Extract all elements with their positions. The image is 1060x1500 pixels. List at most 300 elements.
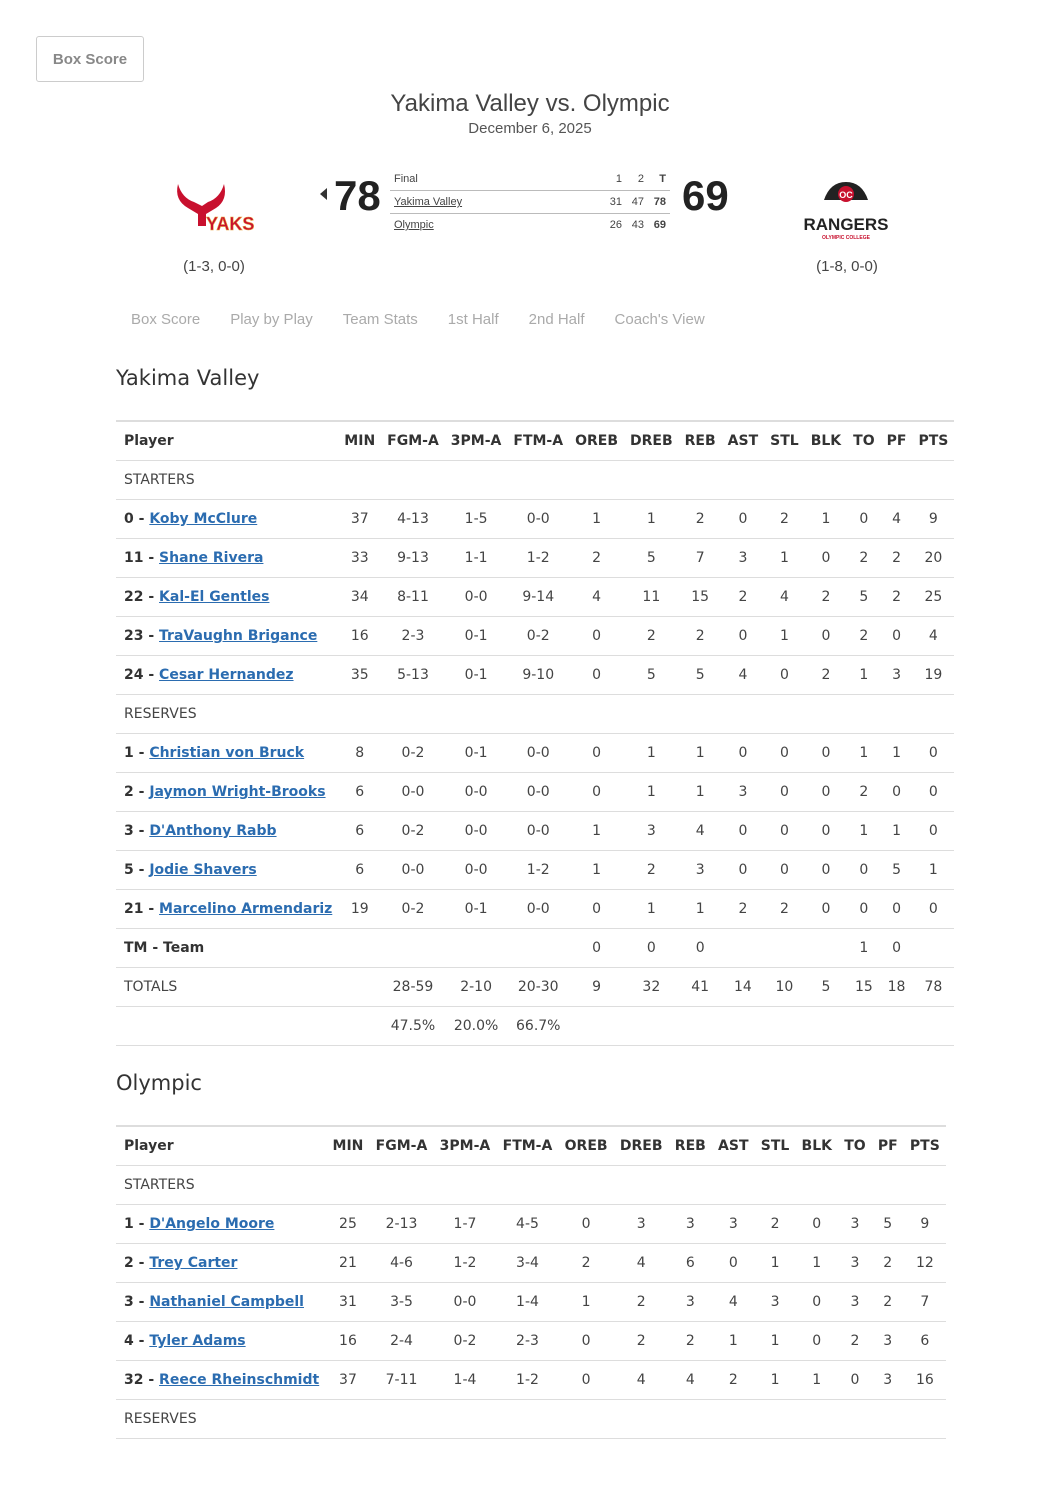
column-header[interactable]: Player <box>116 1126 326 1166</box>
percentage-cell <box>338 1007 381 1046</box>
stat-cell: 7 <box>904 1283 946 1322</box>
stat-cell: 20 <box>912 539 954 578</box>
stat-cell: 0 <box>838 1361 872 1400</box>
stat-cell: 0 <box>559 1205 614 1244</box>
tab-1st-half[interactable]: 1st Half <box>447 311 499 328</box>
stat-cell: 0 <box>764 773 805 812</box>
column-header[interactable]: MIN <box>338 421 381 461</box>
stat-cell: 0 <box>912 812 954 851</box>
stat-cell: 1 <box>712 1322 755 1361</box>
box-score-button[interactable]: Box Score <box>36 36 144 82</box>
stat-cell: 3 <box>872 1322 904 1361</box>
player-link[interactable]: Reece Rheinschmidt <box>159 1372 320 1388</box>
stat-cell: 1 <box>912 851 954 890</box>
box-score-table-olympic <box>116 1125 946 1439</box>
stat-cell: 9-14 <box>507 578 569 617</box>
stat-cell: 0 <box>764 734 805 773</box>
rangers-logo-text: RANGERS <box>803 215 889 234</box>
percentage-cell <box>624 1007 679 1046</box>
stat-cell: 1 <box>755 1361 796 1400</box>
team-row-label: TM - Team <box>116 929 338 968</box>
stat-cell: 0-0 <box>507 734 569 773</box>
winner-arrow-icon <box>320 188 327 200</box>
stat-cell: 1 <box>764 617 805 656</box>
player-number: 11 <box>124 550 144 566</box>
player-link[interactable]: Trey Carter <box>149 1255 238 1271</box>
player-link[interactable]: Nathaniel Campbell <box>149 1294 304 1310</box>
stat-cell: 25 <box>326 1205 369 1244</box>
team-heading-yakima-valley: Yakima Valley <box>116 366 260 390</box>
column-header[interactable]: FGM-A <box>381 421 445 461</box>
total-cell: 2-10 <box>445 968 508 1007</box>
column-header[interactable]: STL <box>755 1126 796 1166</box>
linescore-cell: 26 <box>604 214 626 237</box>
column-header[interactable]: Player <box>116 421 338 461</box>
stat-cell: 2 <box>764 890 805 929</box>
column-header[interactable]: REB <box>669 1126 712 1166</box>
stat-cell: 1 <box>881 812 913 851</box>
stat-cell <box>912 929 954 968</box>
stat-cell: 0-2 <box>381 734 445 773</box>
tab-box-score[interactable]: Box Score <box>131 311 201 328</box>
stat-cell: 1 <box>624 734 679 773</box>
stat-cell: 3 <box>712 1205 755 1244</box>
stat-cell: 5 <box>679 656 722 695</box>
linescore-cell: 43 <box>626 214 648 237</box>
player-number: 23 <box>124 628 144 644</box>
stat-cell: 0 <box>569 890 624 929</box>
player-link[interactable]: TraVaughn Brigance <box>159 628 318 644</box>
stat-cell: 2 <box>805 578 847 617</box>
stat-cell: 5 <box>624 656 679 695</box>
stat-cell: 3 <box>722 773 764 812</box>
column-header[interactable]: AST <box>712 1126 755 1166</box>
stat-cell: 6 <box>338 812 381 851</box>
stat-cell: 0 <box>805 851 847 890</box>
stat-cell: 4 <box>712 1283 755 1322</box>
stat-cell: 3 <box>722 539 764 578</box>
column-header[interactable]: STL <box>764 421 805 461</box>
stat-cell: 8 <box>338 734 381 773</box>
stat-cell: 1 <box>569 812 624 851</box>
column-header[interactable]: MIN <box>326 1126 369 1166</box>
player-cell: 22 - Kal-El Gentles <box>116 578 338 617</box>
player-cell: 24 - Cesar Hernandez <box>116 656 338 695</box>
stat-cell: 2 <box>679 617 722 656</box>
table-row <box>116 617 954 656</box>
stat-cell: 1-4 <box>434 1361 497 1400</box>
stat-cell: 2 <box>569 539 624 578</box>
percentage-cell <box>764 1007 805 1046</box>
stat-cell: 1 <box>764 539 805 578</box>
section-label: STARTERS <box>116 461 954 500</box>
stat-cell: 0-0 <box>445 773 508 812</box>
stat-cell: 2 <box>712 1361 755 1400</box>
table-row <box>116 1205 946 1244</box>
total-cell: 14 <box>722 968 764 1007</box>
stat-cell: 2 <box>722 890 764 929</box>
player-link[interactable]: Kal-El Gentles <box>159 589 270 605</box>
table-row <box>116 851 954 890</box>
stat-cell: 0 <box>712 1244 755 1283</box>
column-header[interactable]: 3PM-A <box>434 1126 497 1166</box>
stat-cell: 4 <box>881 500 913 539</box>
stat-cell: 0 <box>679 929 722 968</box>
stat-cell: 11 <box>624 578 679 617</box>
percentages-row <box>116 1007 954 1046</box>
total-cell: 10 <box>764 968 805 1007</box>
rangers-logo-sub: OLYMPIC COLLEGE <box>822 235 870 241</box>
stat-cell: 1-2 <box>507 851 569 890</box>
stat-cell: 1-5 <box>445 500 508 539</box>
table-header-row <box>116 421 954 461</box>
percentage-cell: 20.0% <box>445 1007 508 1046</box>
period-2-label: 2 <box>637 173 644 185</box>
player-link[interactable]: Jodie Shavers <box>149 862 257 878</box>
stat-cell: 33 <box>338 539 381 578</box>
column-header[interactable]: FTM-A <box>496 1126 558 1166</box>
home-record: (1-3, 0-0) <box>183 258 245 275</box>
tab-play-by-play[interactable]: Play by Play <box>230 311 313 328</box>
player-cell: 1 - Christian von Bruck <box>116 734 338 773</box>
linescore-cell: 47 <box>626 191 648 214</box>
home-score: 78 <box>334 172 381 219</box>
stat-cell: 12 <box>904 1244 946 1283</box>
player-number: 24 <box>124 667 144 683</box>
tab-2nd-half[interactable]: 2nd Half <box>528 311 585 328</box>
game-title: Yakima Valley vs. Olympic <box>390 90 670 117</box>
stat-cell: 8-11 <box>381 578 445 617</box>
stat-cell: 7 <box>679 539 722 578</box>
stat-cell <box>507 929 569 968</box>
stat-cell: 1 <box>847 929 880 968</box>
stat-cell: 0 <box>569 929 624 968</box>
stat-cell: 1-7 <box>434 1205 497 1244</box>
stat-cell: 19 <box>912 656 954 695</box>
stat-cell: 2 <box>679 500 722 539</box>
section-label: STARTERS <box>116 1166 946 1205</box>
player-link[interactable]: Jaymon Wright-Brooks <box>149 784 326 800</box>
stat-cell: 0 <box>847 851 880 890</box>
stat-cell: 5 <box>872 1205 904 1244</box>
linescore-table <box>390 168 670 236</box>
player-number: 1 <box>124 1216 134 1232</box>
stat-cell: 5 <box>881 851 913 890</box>
stat-cell: 0-1 <box>445 890 508 929</box>
stat-cell: 4-5 <box>496 1205 558 1244</box>
stat-cell: 1 <box>679 734 722 773</box>
stat-cell: 0 <box>722 734 764 773</box>
column-header[interactable]: BLK <box>805 421 847 461</box>
stat-cell: 0 <box>569 734 624 773</box>
column-header[interactable]: PF <box>872 1126 904 1166</box>
stat-cell: 1 <box>847 656 880 695</box>
stat-cell: 4 <box>669 1361 712 1400</box>
stat-cell: 0-0 <box>507 500 569 539</box>
player-link[interactable]: D'Angelo Moore <box>149 1216 275 1232</box>
stat-cell: 31 <box>326 1283 369 1322</box>
totals-row <box>116 968 954 1007</box>
stat-cell: 2 <box>559 1244 614 1283</box>
stat-cell: 0 <box>722 812 764 851</box>
column-header[interactable]: TO <box>847 421 880 461</box>
column-header[interactable]: OREB <box>559 1126 614 1166</box>
tab-team-stats[interactable]: Team Stats <box>342 311 418 328</box>
stat-cell: 0-1 <box>445 656 508 695</box>
player-number: 3 <box>124 1294 134 1310</box>
stat-cell: 2 <box>614 1322 669 1361</box>
stat-cell <box>805 929 847 968</box>
stat-cell: 1 <box>679 890 722 929</box>
stat-cell: 19 <box>338 890 381 929</box>
stat-cell: 0-1 <box>445 734 508 773</box>
stat-cell: 2 <box>764 500 805 539</box>
stat-cell: 0 <box>764 656 805 695</box>
table-row <box>116 578 954 617</box>
stat-cell: 1 <box>847 734 880 773</box>
stat-cell: 0 <box>795 1322 838 1361</box>
period-1-label: 1 <box>615 173 622 185</box>
stat-cell: 2-3 <box>496 1322 558 1361</box>
stat-cell: 5 <box>624 539 679 578</box>
stat-cell: 0-0 <box>445 851 508 890</box>
stat-cell: 0 <box>912 773 954 812</box>
player-number: 2 <box>124 784 134 800</box>
stat-cell <box>764 929 805 968</box>
stat-cell: 0 <box>805 734 847 773</box>
table-row <box>116 656 954 695</box>
stat-cell: 2-4 <box>370 1322 434 1361</box>
stat-cell: 0-2 <box>507 617 569 656</box>
stat-cell: 35 <box>338 656 381 695</box>
stat-cell: 4 <box>764 578 805 617</box>
stat-cell: 2 <box>838 1322 872 1361</box>
starters-section-row <box>116 461 954 500</box>
stat-cell: 0-0 <box>445 578 508 617</box>
player-number: 32 <box>124 1372 144 1388</box>
away-record: (1-8, 0-0) <box>816 258 878 275</box>
player-link[interactable]: Christian von Bruck <box>149 745 305 761</box>
stat-cell: 0 <box>722 500 764 539</box>
total-cell: 41 <box>679 968 722 1007</box>
stat-cell: 4 <box>614 1361 669 1400</box>
table-row <box>116 1361 946 1400</box>
stat-cell: 37 <box>338 500 381 539</box>
stat-cell: 0 <box>805 617 847 656</box>
stat-cell: 37 <box>326 1361 369 1400</box>
stat-cell: 4 <box>614 1244 669 1283</box>
stat-cell: 2-13 <box>370 1205 434 1244</box>
stat-cell: 0 <box>764 812 805 851</box>
stat-cell: 1 <box>624 500 679 539</box>
box-score-table-yakima-valley <box>116 420 954 1046</box>
player-cell: 1 - D'Angelo Moore <box>116 1205 326 1244</box>
column-header[interactable]: FTM-A <box>507 421 569 461</box>
column-header[interactable]: PTS <box>904 1126 946 1166</box>
column-header[interactable]: FGM-A <box>370 1126 434 1166</box>
stat-cell: 0 <box>881 617 913 656</box>
stat-cell: 0 <box>805 812 847 851</box>
stat-cell: 0 <box>805 890 847 929</box>
stat-cell: 3-4 <box>496 1244 558 1283</box>
stat-cell: 3 <box>669 1283 712 1322</box>
linescore-header <box>390 168 670 191</box>
away-score: 69 <box>682 172 729 219</box>
player-link[interactable]: Cesar Hernandez <box>159 667 294 683</box>
percentage-cell <box>679 1007 722 1046</box>
linescore-team-link[interactable]: Yakima Valley <box>394 196 463 208</box>
column-header[interactable]: DREB <box>624 421 679 461</box>
stat-cell: 3 <box>838 1205 872 1244</box>
stat-cell: 6 <box>338 851 381 890</box>
stat-cell: 4 <box>569 578 624 617</box>
total-cell: 18 <box>881 968 913 1007</box>
yaks-logo-text: YAKS <box>206 214 255 234</box>
stat-cell: 3 <box>614 1205 669 1244</box>
column-header[interactable]: REB <box>679 421 722 461</box>
percentage-cell: 66.7% <box>507 1007 569 1046</box>
player-cell: 0 - Koby McClure <box>116 500 338 539</box>
stat-cell: 0 <box>569 656 624 695</box>
column-header[interactable]: PF <box>881 421 913 461</box>
stat-cell: 4 <box>679 812 722 851</box>
stat-cell: 0 <box>881 773 913 812</box>
stat-cell <box>381 929 445 968</box>
percentage-cell: 47.5% <box>381 1007 445 1046</box>
stat-cell: 0 <box>569 773 624 812</box>
stat-cell: 1 <box>847 812 880 851</box>
total-cell <box>338 968 381 1007</box>
stat-cell: 3 <box>872 1361 904 1400</box>
linescore-status: Final <box>394 173 418 185</box>
linescore-total: 69 <box>648 214 670 237</box>
stat-cell: 0-2 <box>381 890 445 929</box>
player-number: 1 <box>124 745 134 761</box>
stat-cell: 9 <box>904 1205 946 1244</box>
percentage-cell <box>847 1007 880 1046</box>
stat-cell: 0-0 <box>381 773 445 812</box>
table-row <box>116 812 954 851</box>
stat-cell: 3-5 <box>370 1283 434 1322</box>
totals-label: TOTALS <box>116 968 338 1007</box>
stat-cell: 0 <box>795 1283 838 1322</box>
player-number: 5 <box>124 862 134 878</box>
total-cell: 5 <box>805 968 847 1007</box>
stat-cell: 0-2 <box>434 1322 497 1361</box>
table-row <box>116 539 954 578</box>
stat-cell: 3 <box>755 1283 796 1322</box>
percentage-cell <box>569 1007 624 1046</box>
player-link[interactable]: D'Anthony Rabb <box>149 823 277 839</box>
stat-cell: 2 <box>847 539 880 578</box>
stat-cell: 1 <box>679 773 722 812</box>
stat-cell: 2 <box>872 1244 904 1283</box>
stat-cell: 0-1 <box>445 617 508 656</box>
stat-cell: 1 <box>805 500 847 539</box>
column-header[interactable]: BLK <box>795 1126 838 1166</box>
stat-cell: 1 <box>755 1244 796 1283</box>
linescore-row-away <box>390 214 670 237</box>
stat-cell: 0 <box>847 890 880 929</box>
percentage-cell <box>805 1007 847 1046</box>
stat-cell: 2 <box>881 578 913 617</box>
stat-cell: 25 <box>912 578 954 617</box>
total-cell: 32 <box>624 968 679 1007</box>
player-cell: 4 - Tyler Adams <box>116 1322 326 1361</box>
column-header[interactable]: OREB <box>569 421 624 461</box>
game-date: December 6, 2025 <box>468 120 592 137</box>
player-cell: 3 - D'Anthony Rabb <box>116 812 338 851</box>
reserves-section-row <box>116 695 954 734</box>
stat-cell: 9-10 <box>507 656 569 695</box>
table-row <box>116 1322 946 1361</box>
stat-cell <box>445 929 508 968</box>
olympic-logo[interactable] <box>803 178 889 242</box>
stat-cell: 3 <box>838 1283 872 1322</box>
stat-cell: 0 <box>912 734 954 773</box>
stat-cell: 34 <box>338 578 381 617</box>
stat-cell: 0-2 <box>381 812 445 851</box>
stat-cell: 0 <box>764 851 805 890</box>
table-row <box>116 773 954 812</box>
stat-cell: 0-0 <box>445 812 508 851</box>
stat-cell: 4-6 <box>370 1244 434 1283</box>
column-header[interactable]: PTS <box>912 421 954 461</box>
stat-cell: 3 <box>624 812 679 851</box>
stat-cell: 2 <box>669 1322 712 1361</box>
yaks-logo-icon <box>168 178 260 240</box>
stat-cell: 0-0 <box>507 812 569 851</box>
stat-cell: 0 <box>912 890 954 929</box>
stat-cell: 2 <box>872 1283 904 1322</box>
player-link[interactable]: Tyler Adams <box>149 1333 246 1349</box>
section-label: RESERVES <box>116 1400 946 1439</box>
player-cell: 2 - Jaymon Wright-Brooks <box>116 773 338 812</box>
linescore-row-home <box>390 191 670 214</box>
stat-cell: 0 <box>722 851 764 890</box>
stat-cell: 1-2 <box>496 1361 558 1400</box>
player-cell: 5 - Jodie Shavers <box>116 851 338 890</box>
table-row <box>116 1244 946 1283</box>
stat-cell: 21 <box>326 1244 369 1283</box>
column-header[interactable]: AST <box>722 421 764 461</box>
stat-cell: 6 <box>669 1244 712 1283</box>
stat-cell: 0 <box>795 1205 838 1244</box>
stat-cell: 16 <box>326 1322 369 1361</box>
stat-cell: 2 <box>624 851 679 890</box>
column-header[interactable]: 3PM-A <box>445 421 508 461</box>
column-header[interactable]: DREB <box>614 1126 669 1166</box>
stat-cell: 16 <box>338 617 381 656</box>
stat-cell: 0 <box>559 1322 614 1361</box>
tab-coachs-view[interactable]: Coach's View <box>614 311 705 328</box>
column-header[interactable]: TO <box>838 1126 872 1166</box>
player-cell: 2 - Trey Carter <box>116 1244 326 1283</box>
starters-section-row <box>116 1166 946 1205</box>
player-link[interactable]: Marcelino Armendariz <box>159 901 333 917</box>
yakima-valley-logo[interactable] <box>168 178 260 240</box>
section-label: RESERVES <box>116 695 954 734</box>
stat-cell: 1-4 <box>496 1283 558 1322</box>
table-row <box>116 1283 946 1322</box>
player-link[interactable]: Shane Rivera <box>159 550 264 566</box>
player-number: 2 <box>124 1255 134 1271</box>
table-row <box>116 890 954 929</box>
player-link[interactable]: Koby McClure <box>149 511 258 527</box>
stat-cell: 2 <box>805 656 847 695</box>
stat-cell: 1-1 <box>445 539 508 578</box>
linescore-team-link[interactable]: Olympic <box>394 219 434 231</box>
